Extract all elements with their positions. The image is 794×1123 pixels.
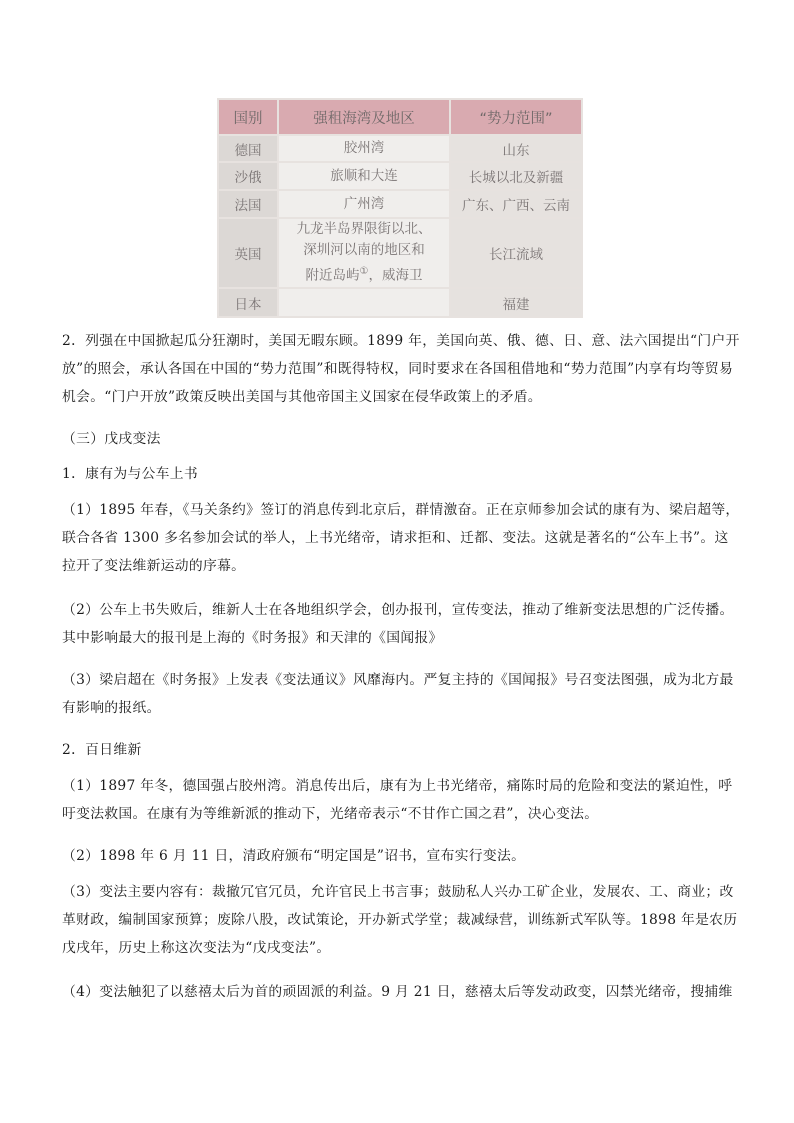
- body-paragraph-1898-edict: [62, 842, 742, 870]
- cell-sphere: 长江流域: [450, 218, 582, 288]
- cell-country: 沙俄: [218, 162, 278, 190]
- body-paragraph-coup: [62, 978, 742, 1006]
- cell-leased-area-text: ，威海卫: [368, 267, 423, 284]
- paragraph-text: （3）变法主要内容有：裁撤冗官冗员，允许官民上书言事；鼓励私人兴办工矿企业，发展农、工、商业；改革财政，编制国家预算；废除八股，改试策论，开办新式学堂；裁减绿营，训练新式军队等。1898 年是农历戊戌年，历史上称这次变法为“戊戌变法”。: [62, 884, 738, 956]
- body-paragraph-societies: [62, 596, 742, 652]
- paragraph-text: （2）1898 年 6 月 11 日，清政府颁布“明定国是”诏书，宣布实行变法。: [62, 848, 526, 864]
- cell-leased-area: [278, 288, 450, 317]
- table-row: [218, 135, 582, 162]
- cell-leased-area: 旅顺和大连: [278, 162, 450, 190]
- cell-sphere: 广东、广西、云南: [450, 190, 582, 218]
- table-row: [218, 190, 582, 218]
- section-heading-wuxu-reform: [62, 425, 742, 453]
- body-paragraph-us-open-door: [62, 327, 742, 411]
- footnote-marker: ①: [359, 266, 369, 278]
- subheading-hundred-days: [62, 736, 742, 764]
- paragraph-text: （三）戊戌变法: [62, 431, 161, 447]
- body-paragraph-reform-contents: [62, 878, 742, 962]
- body-paragraph-1897: [62, 772, 742, 828]
- subheading-kang-youwei: [62, 460, 742, 488]
- spheres-of-influence-table: [217, 98, 583, 318]
- cell-leased-area-line: 九龙半岛界限街以北、: [296, 221, 432, 238]
- body-paragraph-1895: [62, 496, 742, 580]
- paragraph-text: （1）1895 年春，《马关条约》签订的消息传到北京后，群情激奋。正在京师参加会试的康有为、梁启超等，联合各省 1300 多名参加会试的举人，上书光绪帝，请求拒和、迁都、变法。这就是著名的“公车上书”。这拉开了变法维新运动的序幕。: [62, 502, 740, 574]
- paragraph-text: （1）1897 年冬，德国强占胶州湾。消息传出后，康有为上书光绪帝，痛陈时局的危险和变法的紧迫性，呼吁变法救国。在康有为等维新派的推动下，光绪帝表示“不甘作亡国之君”，决心变法。: [62, 778, 733, 822]
- header-leased-area: 强租海湾及地区: [278, 99, 450, 135]
- cell-leased-area-line: [281, 261, 447, 287]
- cell-leased-area-line: 深圳河以南的地区和: [303, 242, 425, 259]
- paragraph-text: （4）变法触犯了以慈禧太后为首的顽固派的利益。9 月 21 日，慈禧太后等发动政变，囚禁光绪帝，搜捕维: [62, 984, 733, 1000]
- cell-sphere: 长城以北及新疆: [450, 162, 582, 190]
- cell-country: 德国: [218, 135, 278, 162]
- paragraph-text: （3）梁启超在《时务报》上发表《变法通议》风靡海内。严复主持的《国闻报》号召变法图强，成为北方最有影响的报纸。: [62, 672, 734, 716]
- spheres-of-influence-table-image: [217, 98, 581, 318]
- paragraph-text: 2．百日维新: [62, 742, 142, 758]
- cell-country: 日本: [218, 288, 278, 317]
- cell-leased-area: [278, 218, 450, 288]
- table-header-row: [218, 99, 582, 135]
- cell-sphere: 福建: [450, 288, 582, 317]
- cell-country: 法国: [218, 190, 278, 218]
- table-row: [218, 288, 582, 317]
- cell-sphere: 山东: [450, 135, 582, 162]
- header-country: 国别: [218, 99, 278, 135]
- cell-country: 英国: [218, 218, 278, 288]
- paragraph-text: （2）公车上书失败后，维新人士在各地组织学会，创办报刊，宣传变法，推动了维新变法思想的广泛传播。其中影响最大的报刊是上海的《时务报》和天津的《国闻报》: [62, 602, 734, 646]
- cell-leased-area: 胶州湾: [278, 135, 450, 162]
- cell-leased-area-text: 附近岛屿: [305, 267, 360, 284]
- paragraph-text: 1．康有为与公车上书: [62, 466, 198, 482]
- paragraph-text: 2．列强在中国掀起瓜分狂潮时，美国无暇东顾。1899 年，美国向英、俄、德、日、意、法六国提出“门户开放”的照会，承认各国在中国的“势力范围”和既得特权，同时要求在各国租借地和“势力范围”内享有均等贸易机会。“门户开放”政策反映出美国与其他帝国主义国家在侵华政策上的矛盾。: [62, 333, 740, 405]
- cell-leased-area: 广州湾: [278, 190, 450, 218]
- table-row: [218, 218, 582, 288]
- table-row: [218, 162, 582, 190]
- header-sphere: “势力范围”: [450, 99, 582, 135]
- body-paragraph-liang-qichao: [62, 666, 742, 722]
